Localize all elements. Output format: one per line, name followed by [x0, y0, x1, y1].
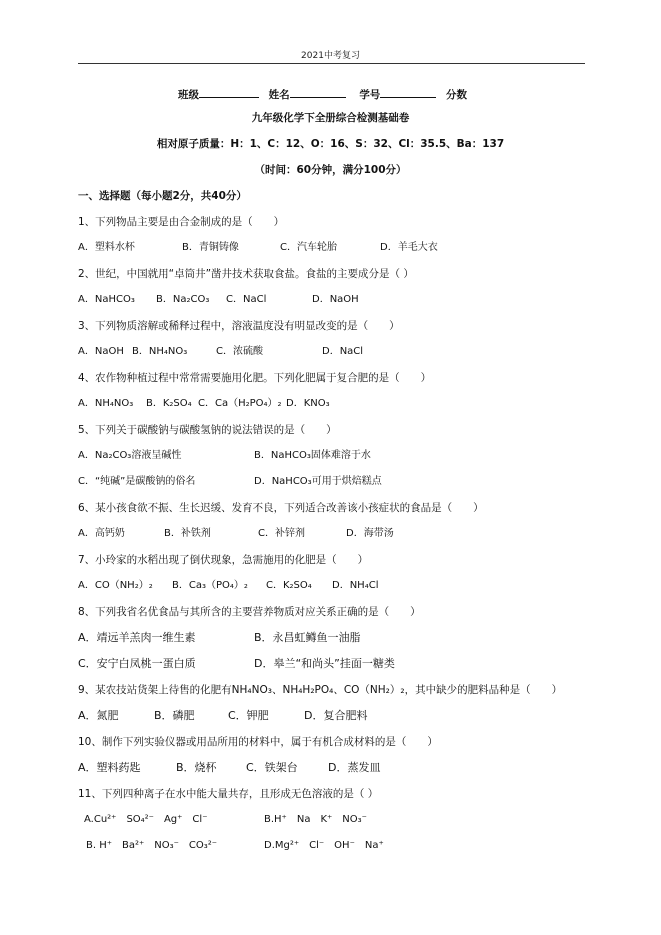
options-8a	[78, 631, 361, 645]
option: B．青铜铸像	[182, 242, 239, 253]
option: B．Ca₃（PO₄）₂	[172, 580, 248, 591]
question-4: 4、农作物种植过程中常常需要施用化肥。下列化肥属于复合肥的是（ ）	[78, 372, 432, 384]
option: C．“纯碱”是碳酸钠的俗名	[78, 476, 196, 487]
section-heading: 一、选择题（每小题2分，共40分）	[78, 190, 247, 202]
option: D．NaHCO₃可用于烘焙糕点	[254, 476, 382, 487]
class-label: 班级	[178, 89, 199, 101]
option: C．补锌剂	[258, 528, 305, 539]
option: C．安宁白凤桃一蛋白质	[78, 657, 196, 670]
option: C．汽车轮胎	[280, 242, 337, 253]
page-header: 2021中考复习	[301, 51, 360, 61]
option: C．K₂SO₄	[266, 580, 312, 591]
options-1	[78, 241, 438, 255]
paper-title: 九年级化学下全册综合检测基础卷	[251, 112, 410, 124]
option: A．塑料水杯	[78, 242, 135, 253]
id-label: 学号	[359, 89, 381, 101]
option: C．NaCl	[226, 294, 267, 305]
option: B．补铁剂	[164, 528, 211, 539]
option: D.Mg²⁺ Cl⁻ OH⁻ Na⁺	[264, 840, 384, 851]
question-2: 2、世纪，中国就用“卓筒井”凿井技术获取食盐。食盐的主要成分是（ ）	[78, 268, 414, 280]
options-11a	[84, 813, 367, 827]
options-8b	[78, 657, 395, 671]
option: B．NaHCO₃固体难溶于水	[254, 450, 371, 461]
atomic-masses: 相对原子质量：H：1、C：12、O：16、S：32、Cl：35.5、Ba：137	[156, 138, 505, 150]
option: A．氮肥	[78, 709, 119, 722]
question-10: 10、制作下列实验仪器或用品所用的材料中，属于有机合成材料的是（ ）	[78, 736, 438, 748]
option: A．高钙奶	[78, 528, 125, 539]
option: B.H⁺ Na K⁺ NO₃⁻	[264, 814, 367, 825]
name-blank	[290, 86, 346, 98]
question-11: 11、下列四种离子在水中能大量共存，且形成无色溶液的是（ ）	[78, 788, 379, 800]
option: C．Ca（H₂PO₄）₂	[198, 398, 282, 409]
options-3	[78, 345, 363, 359]
options-4	[78, 397, 330, 411]
option: D．NaCl	[322, 346, 364, 357]
option: D．NaOH	[312, 294, 359, 305]
options-2	[78, 293, 359, 307]
score-label: 分数	[445, 89, 467, 101]
options-5a	[78, 449, 371, 463]
option: D．NH₄Cl	[332, 580, 379, 591]
info-line	[178, 86, 467, 102]
name-label: 姓名	[268, 89, 290, 101]
question-7: 7、小玲家的水稻出现了倒伏现象，急需施用的化肥是（ ）	[78, 554, 369, 566]
options-7	[78, 579, 378, 593]
question-5: 5、下列关于碳酸钠与碳酸氢钠的说法错误的是（ ）	[78, 424, 337, 436]
time-note: （时间：60分钟，满分100分）	[254, 164, 407, 176]
options-9	[78, 709, 367, 723]
question-8: 8、下列我省名优食品与其所含的主要营养物质对应关系正确的是（ ）	[78, 606, 421, 618]
option: B．永昌虹鳟鱼一油脂	[254, 631, 361, 644]
question-9: 9、某农技站货架上待售的化肥有NH₄NO₃、NH₄H₂PO₄、CO（NH₂）₂，其中缺少的肥料品种是（ ）	[78, 684, 563, 696]
option: C．浓硫酸	[216, 346, 263, 357]
option: B．NH₄NO₃	[132, 346, 188, 357]
options-5b	[78, 475, 382, 489]
option: A．NH₄NO₃	[78, 398, 134, 409]
question-6: 6、某小孩食欲不振、生长迟缓、发育不良，下列适合改善该小孩症状的食品是（ ）	[78, 502, 484, 514]
option: B．磷肥	[154, 709, 195, 722]
class-blank	[199, 86, 259, 98]
option: D．复合肥料	[304, 709, 368, 722]
option: D．羊毛大衣	[380, 242, 438, 253]
option: A．CO（NH₂）₂	[78, 580, 153, 591]
options-10	[78, 761, 380, 775]
option: B．K₂SO₄	[146, 398, 192, 409]
option: A．塑料药匙	[78, 761, 141, 774]
option: D．KNO₃	[286, 398, 330, 409]
header-divider	[78, 63, 585, 64]
option: A．NaOH	[78, 346, 124, 357]
option: A.Cu²⁺ SO₄²⁻ Ag⁺ Cl⁻	[84, 814, 208, 825]
options-6	[78, 527, 394, 541]
question-3: 3、下列物质溶解或稀释过程中，溶液温度没有明显改变的是（ ）	[78, 320, 400, 332]
id-blank	[380, 86, 436, 98]
option: B. H⁺ Ba²⁺ NO₃⁻ CO₃²⁻	[86, 840, 218, 851]
option: C．铁架台	[246, 761, 298, 774]
options-11b	[86, 839, 384, 853]
option: D．蒸发皿	[328, 761, 381, 774]
option: B．Na₂CO₃	[156, 294, 210, 305]
question-1: 1、下列物品主要是由合金制成的是（ ）	[78, 216, 285, 228]
option: D．海带汤	[346, 528, 394, 539]
option: A．Na₂CO₃溶液呈碱性	[78, 450, 182, 461]
option: B．烧杯	[176, 761, 217, 774]
option: A．靖远羊羔肉一维生素	[78, 631, 196, 644]
option: A．NaHCO₃	[78, 294, 135, 305]
option: D．皋兰“和尚头”挂面一糖类	[254, 657, 395, 670]
option: C．钾肥	[228, 709, 269, 722]
